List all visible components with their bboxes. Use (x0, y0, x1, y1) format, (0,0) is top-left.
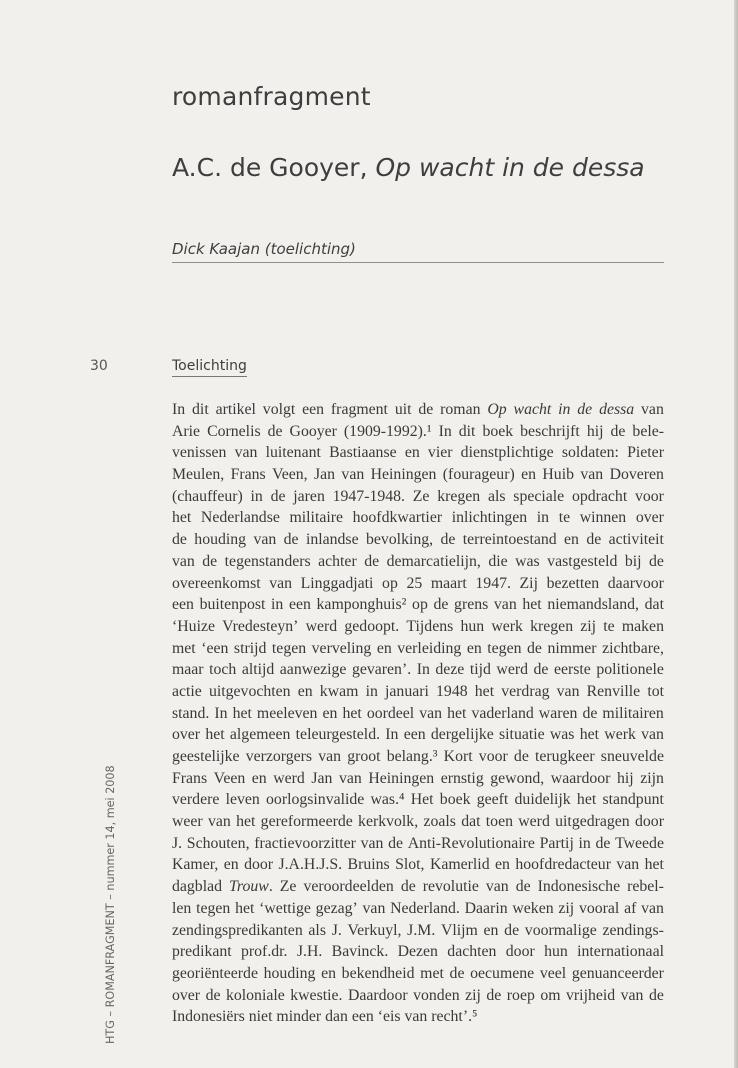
body-line: het Nederlandse militaire hoofdkwartier inlichtingen in te winnen over (172, 509, 664, 527)
body-line: de houding van de inlandse bevolking, de terreintoestand en de activiteit (172, 531, 664, 549)
byline-rule (172, 262, 664, 263)
running-head: HTG – ROMANFRAGMENT – nummer 14, mei 2008 (104, 765, 117, 1044)
body-line: over het algemeen teleurgesteld. In een dergelijke situatie was het werk van (172, 726, 664, 744)
body-text (172, 399, 664, 1028)
body-line: maar toch altijd aanwezige gevaren’. In deze tijd werd de eerste politionele (172, 661, 664, 679)
body-line: venissen van luitenant Bastiaanse en vier dienstplichtige soldaten: Pieter (172, 444, 664, 462)
body-line: met ‘een strijd tegen verveling en verleiding en tegen de nimmer zichtbare, (172, 639, 664, 657)
body-line: J. Schouten, fractievoorzitter van de Anti-Revolutionaire Partij in de Tweede (172, 834, 664, 852)
page-number: 30 (90, 358, 108, 374)
title-author: A.C. de Gooyer, (172, 153, 376, 182)
body-line: Frans Veen en werd Jan van Heiningen ernstig gewond, waardoor hij zijn (172, 769, 664, 787)
body-line: zendingspredikanten als J. Verkuyl, J.M. Vlijm en de voormalige zendings- (172, 921, 664, 939)
body-line: verdere leven oorlogsinvalide was.⁴ Het boek geeft duidelijk het standpunt (172, 791, 664, 809)
article-title (172, 153, 645, 182)
body-line: actie uitgevochten en kwam in januari 1948 het verdrag van Renville tot (172, 682, 664, 700)
body-line: predikant prof.dr. J.H. Bavinck. Dezen dachten door hun internationaal (172, 943, 664, 961)
section-heading: Toelichting (172, 358, 247, 377)
body-line: Kamer, en door J.A.H.J.S. Bruins Slot, Kamerlid en hoofdredacteur van het (172, 856, 664, 874)
body-line: dagblad Trouw. Ze veroordeelden de revolutie van de Indonesische rebel- (172, 878, 664, 896)
body-line: Meulen, Frans Veen, Jan van Heiningen (fourageur) en Huib van Doveren (172, 466, 664, 484)
byline: Dick Kaajan (toelichting) (172, 240, 356, 258)
body-line: geestelijke verzorgers van groot belang.³ Kort voor de terugkeer sneuvelde (172, 748, 664, 765)
body-line: over de koloniale kwestie. Daardoor vonden zij de roep om vrijheid van de (172, 986, 664, 1004)
body-line: ‘Huize Vredesteyn’ werd gedoopt. Tijdens hun werk kregen zij te maken (172, 617, 664, 635)
body-line: Indonesiërs niet minder dan een ‘eis van recht’.⁵ (172, 1008, 478, 1026)
body-line: In dit artikel volgt een fragment uit de roman Op wacht in de dessa van (172, 401, 664, 418)
body-line: stand. In het meeleven en het oordeel van het vaderland waren de militairen (172, 704, 664, 722)
body-line: weer van het gereformeerde kerkvolk, zoals dat toen werd uitgedragen door (172, 813, 664, 831)
series-label: romanfragment (172, 82, 371, 111)
body-line: georiënteerde houding en bekendheid met de oecumene veel genuanceerder (172, 964, 664, 982)
body-line: (chauffeur) in de jaren 1947-1948. Ze kregen als speciale opdracht voor (172, 487, 664, 505)
page-edge-shadow (734, 0, 738, 1068)
body-line: len tegen het ‘wettige gezag’ van Nederland. Daarin weken zij vooral af van (172, 899, 664, 917)
body-line: overeenkomst van Linggadjati op 25 maart 1947. Zij bezetten daarvoor (172, 574, 664, 592)
body-line: Arie Cornelis de Gooyer (1909-1992).¹ In dit boek beschrijft hij de bele- (172, 422, 664, 440)
title-book: Op wacht in de dessa (375, 153, 645, 182)
body-line: van de tegenstanders achter de demarcatielijn, die was vastgesteld bij de (172, 552, 664, 570)
body-line: een buitenpost in een kamponghuis² op de grens van het niemandsland, dat (172, 596, 664, 614)
